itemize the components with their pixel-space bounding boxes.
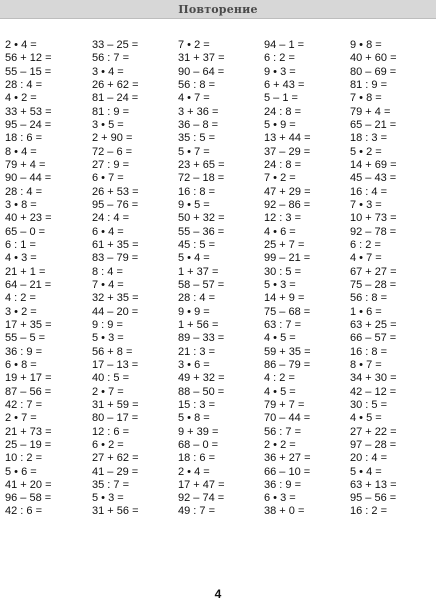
exercise-item: 3 + 36 =: [178, 105, 219, 118]
exercise-item: 5 • 2 =: [350, 145, 382, 158]
exercise-item: 33 + 53 =: [5, 105, 52, 118]
exercise-item: 3 • 5 =: [92, 118, 124, 131]
exercise-item: 3 • 2 =: [5, 305, 37, 318]
exercise-item: 70 – 44 =: [264, 412, 311, 425]
exercise-item: 45 – 43 =: [350, 172, 397, 185]
exercise-item: 35 : 7 =: [92, 478, 130, 491]
exercise-item: 80 – 17 =: [92, 412, 139, 425]
exercise-item: 9 + 39 =: [178, 425, 219, 438]
exercise-item: 5 • 4 =: [350, 465, 382, 478]
exercise-item: 95 – 56 =: [350, 492, 397, 505]
exercise-item: 7 • 4 =: [92, 278, 124, 291]
exercise-item: 79 + 7 =: [264, 398, 305, 411]
exercise-item: 8 • 7 =: [350, 358, 382, 371]
exercise-item: 16 : 4 =: [350, 185, 388, 198]
exercise-item: 34 + 30 =: [350, 372, 397, 385]
exercise-item: 6 • 3 =: [264, 492, 296, 505]
exercise-item: 28 : 4 =: [178, 292, 216, 305]
exercise-item: 21 : 3 =: [178, 345, 216, 358]
exercise-item: 2 • 4 =: [178, 465, 210, 478]
exercise-item: 49 + 32 =: [178, 372, 225, 385]
exercise-item: 28 : 4 =: [5, 185, 43, 198]
exercise-item: 81 : 9 =: [92, 105, 130, 118]
exercise-item: 49 : 7 =: [178, 505, 216, 518]
exercise-item: 17 + 35 =: [5, 318, 52, 331]
exercise-item: 10 : 2 =: [5, 452, 43, 465]
exercise-item: 33 – 25 =: [92, 39, 139, 51]
exercise-item: 2 • 7 =: [5, 412, 37, 425]
exercise-item: 7 • 8 =: [350, 92, 382, 105]
exercise-item: 80 – 69 =: [350, 65, 397, 78]
exercise-item: 5 • 9 =: [264, 118, 296, 131]
exercise-item: 8 • 4 =: [5, 145, 37, 158]
exercise-item: 6 • 8 =: [5, 358, 37, 371]
exercise-item: 8 : 4 =: [92, 265, 123, 278]
exercise-item: 88 – 50 =: [178, 385, 225, 398]
exercise-item: 3 • 4 =: [92, 65, 124, 78]
exercise-item: 26 + 53 =: [92, 185, 139, 198]
exercise-item: 2 • 2 =: [264, 438, 296, 451]
exercise-item: 27 : 9 =: [92, 158, 130, 171]
page-number: 4: [214, 587, 222, 601]
exercise-item: 81 – 24 =: [92, 92, 139, 105]
exercise-item: 5 • 3 =: [264, 278, 296, 291]
exercise-item: 35 : 5 =: [178, 132, 216, 145]
exercise-item: 4 • 7 =: [178, 92, 210, 105]
exercise-item: 81 : 9 =: [350, 78, 388, 91]
exercise-item: 17 – 13 =: [92, 358, 139, 371]
exercise-item: 75 – 28 =: [350, 278, 397, 291]
exercise-item: 3 • 8 =: [5, 198, 37, 211]
exercise-item: 4 • 7 =: [350, 252, 382, 265]
exercise-item: 20 : 4 =: [350, 452, 388, 465]
exercise-item: 87 – 56 =: [5, 385, 52, 398]
exercise-item: 5 • 3 =: [92, 492, 124, 505]
exercise-item: 6 : 2 =: [350, 238, 381, 251]
exercise-item: 36 : 9 =: [5, 345, 43, 358]
exercise-item: 50 + 32 =: [178, 212, 225, 225]
exercise-item: 5 – 1 =: [264, 92, 298, 105]
exercise-item: 6 + 43 =: [264, 78, 305, 91]
exercise-item: 68 – 0 =: [178, 438, 219, 451]
exercise-grid: [5, 39, 433, 579]
exercise-item: 92 – 78 =: [350, 225, 397, 238]
exercise-item: 6 • 2 =: [92, 438, 124, 451]
exercise-item: 41 – 29 =: [92, 465, 139, 478]
exercise-item: 31 + 56 =: [92, 505, 139, 518]
exercise-item: 66 – 57 =: [350, 332, 397, 345]
exercise-item: 16 : 2 =: [350, 505, 388, 518]
exercise-item: 63 + 25 =: [350, 318, 397, 331]
exercise-item: 55 – 15 =: [5, 65, 52, 78]
exercise-item: 6 : 1 =: [5, 238, 36, 251]
exercise-item: 5 • 7 =: [178, 145, 210, 158]
exercise-item: 5 • 3 =: [92, 332, 124, 345]
exercise-item: 56 + 8 =: [92, 345, 133, 358]
exercise-item: 95 – 24 =: [5, 118, 52, 131]
exercise-item: 6 • 4 =: [92, 225, 124, 238]
exercise-item: 31 + 59 =: [92, 398, 139, 411]
exercise-item: 42 – 12 =: [350, 385, 397, 398]
exercise-item: 99 – 21 =: [264, 252, 311, 265]
exercise-item: 44 – 20 =: [92, 305, 139, 318]
page-header: [0, 0, 436, 19]
exercise-item: 61 + 35 =: [92, 238, 139, 251]
exercise-item: 19 + 17 =: [5, 372, 52, 385]
exercise-item: 5 • 6 =: [5, 465, 37, 478]
exercise-item: 4 • 3 =: [5, 252, 37, 265]
exercise-item: 1 • 6 =: [350, 305, 382, 318]
exercise-item: 24 : 8 =: [264, 105, 302, 118]
exercise-item: 47 + 29 =: [264, 185, 311, 198]
exercise-item: 4 : 2 =: [5, 292, 36, 305]
exercise-item: 9 • 9 =: [178, 305, 210, 318]
exercise-item: 9 • 8 =: [350, 39, 382, 51]
exercise-item: 3 • 6 =: [178, 358, 210, 371]
exercise-item: 9 : 9 =: [92, 318, 123, 331]
exercise-item: 4 • 5 =: [350, 412, 382, 425]
exercise-item: 64 – 21 =: [5, 278, 52, 291]
exercise-item: 6 • 7 =: [92, 172, 124, 185]
exercise-item: 27 + 62 =: [92, 452, 139, 465]
exercise-item: 2 • 4 =: [5, 39, 37, 51]
exercise-item: 2 + 90 =: [92, 132, 133, 145]
exercise-item: 40 + 23 =: [5, 212, 52, 225]
exercise-item: 65 – 21 =: [350, 118, 397, 131]
exercise-item: 18 : 6 =: [178, 452, 216, 465]
exercise-item: 2 • 7 =: [92, 385, 124, 398]
exercise-item: 59 + 35 =: [264, 345, 311, 358]
exercise-item: 90 – 64 =: [178, 65, 225, 78]
exercise-item: 67 + 27 =: [350, 265, 397, 278]
exercise-item: 30 : 5 =: [264, 265, 302, 278]
exercise-item: 31 + 37 =: [178, 52, 225, 65]
exercise-item: 7 • 2 =: [178, 39, 210, 51]
exercise-item: 79 + 4 =: [5, 158, 46, 171]
exercise-item: 24 : 8 =: [264, 158, 302, 171]
exercise-item: 40 + 60 =: [350, 52, 397, 65]
exercise-item: 18 : 3 =: [350, 132, 388, 145]
exercise-item: 83 – 79 =: [92, 252, 139, 265]
exercise-item: 5 • 8 =: [178, 412, 210, 425]
exercise-item: 56 : 7 =: [92, 52, 130, 65]
exercise-item: 56 : 7 =: [264, 425, 302, 438]
exercise-item: 65 – 0 =: [5, 225, 46, 238]
exercise-item: 75 – 68 =: [264, 305, 311, 318]
exercise-item: 86 – 79 =: [264, 358, 311, 371]
exercise-item: 38 + 0 =: [264, 505, 305, 518]
exercise-item: 5 • 4 =: [178, 252, 210, 265]
exercise-item: 63 + 13 =: [350, 478, 397, 491]
exercise-item: 1 + 37 =: [178, 265, 219, 278]
exercise-item: 95 – 76 =: [92, 198, 139, 211]
page-title: Повторение: [178, 2, 258, 16]
exercise-item: 41 + 20 =: [5, 478, 52, 491]
exercise-item: 58 – 57 =: [178, 278, 225, 291]
exercise-item: 21 + 1 =: [5, 265, 46, 278]
exercise-item: 72 – 18 =: [178, 172, 225, 185]
exercise-item: 56 : 8 =: [178, 78, 216, 91]
exercise-item: 25 – 19 =: [5, 438, 52, 451]
exercise-item: 4 : 2 =: [264, 372, 295, 385]
exercise-item: 7 • 2 =: [264, 172, 296, 185]
exercise-item: 56 : 8 =: [350, 292, 388, 305]
exercise-item: 4 • 5 =: [264, 332, 296, 345]
exercise-item: 90 – 44 =: [5, 172, 52, 185]
exercise-item: 26 + 62 =: [92, 78, 139, 91]
exercise-item: 42 : 6 =: [5, 505, 43, 518]
exercise-item: 23 + 65 =: [178, 158, 225, 171]
exercise-item: 14 + 69 =: [350, 158, 397, 171]
exercise-item: 1 + 56 =: [178, 318, 219, 331]
exercise-item: 4 • 6 =: [264, 225, 296, 238]
exercise-item: 14 + 9 =: [264, 292, 305, 305]
exercise-item: 97 – 28 =: [350, 438, 397, 451]
exercise-item: 96 – 58 =: [5, 492, 52, 505]
exercise-item: 37 – 29 =: [264, 145, 311, 158]
exercise-item: 66 – 10 =: [264, 465, 311, 478]
exercise-item: 25 + 7 =: [264, 238, 305, 251]
exercise-item: 4 • 5 =: [264, 385, 296, 398]
exercise-item: 12 : 3 =: [264, 212, 302, 225]
exercise-item: 16 : 8 =: [178, 185, 216, 198]
exercise-item: 63 : 7 =: [264, 318, 302, 331]
exercise-item: 92 – 74 =: [178, 492, 225, 505]
exercise-item: 17 + 47 =: [178, 478, 225, 491]
exercise-item: 72 – 6 =: [92, 145, 133, 158]
exercise-item: 16 : 8 =: [350, 345, 388, 358]
exercise-item: 42 : 7 =: [5, 398, 43, 411]
exercise-item: 15 : 3 =: [178, 398, 216, 411]
exercise-item: 79 + 4 =: [350, 105, 391, 118]
exercise-item: 45 : 5 =: [178, 238, 216, 251]
exercise-item: 9 • 5 =: [178, 198, 210, 211]
exercise-item: 7 • 3 =: [350, 198, 382, 211]
exercise-item: 24 : 4 =: [92, 212, 130, 225]
exercise-item: 30 : 5 =: [350, 398, 388, 411]
exercise-item: 6 : 2 =: [264, 52, 295, 65]
exercise-item: 27 + 22 =: [350, 425, 397, 438]
exercise-item: 94 – 1 =: [264, 39, 305, 51]
exercise-item: 9 • 3 =: [264, 65, 296, 78]
exercise-item: 55 – 36 =: [178, 225, 225, 238]
exercise-item: 92 – 86 =: [264, 198, 311, 211]
exercise-item: 89 – 33 =: [178, 332, 225, 345]
exercise-item: 55 – 5 =: [5, 332, 46, 345]
exercise-item: 36 + 27 =: [264, 452, 311, 465]
exercise-item: 28 : 4 =: [5, 78, 43, 91]
exercise-item: 56 + 12 =: [5, 52, 52, 65]
exercise-item: 36 – 8 =: [178, 118, 219, 131]
exercise-item: 13 + 44 =: [264, 132, 311, 145]
exercise-item: 36 : 9 =: [264, 478, 302, 491]
exercise-item: 40 : 5 =: [92, 372, 130, 385]
exercise-item: 12 : 6 =: [92, 425, 130, 438]
exercise-item: 18 : 6 =: [5, 132, 43, 145]
exercise-item: 10 + 73 =: [350, 212, 397, 225]
exercise-item: 4 • 2 =: [5, 92, 37, 105]
exercise-item: 32 + 35 =: [92, 292, 139, 305]
exercise-item: 21 + 73 =: [5, 425, 52, 438]
